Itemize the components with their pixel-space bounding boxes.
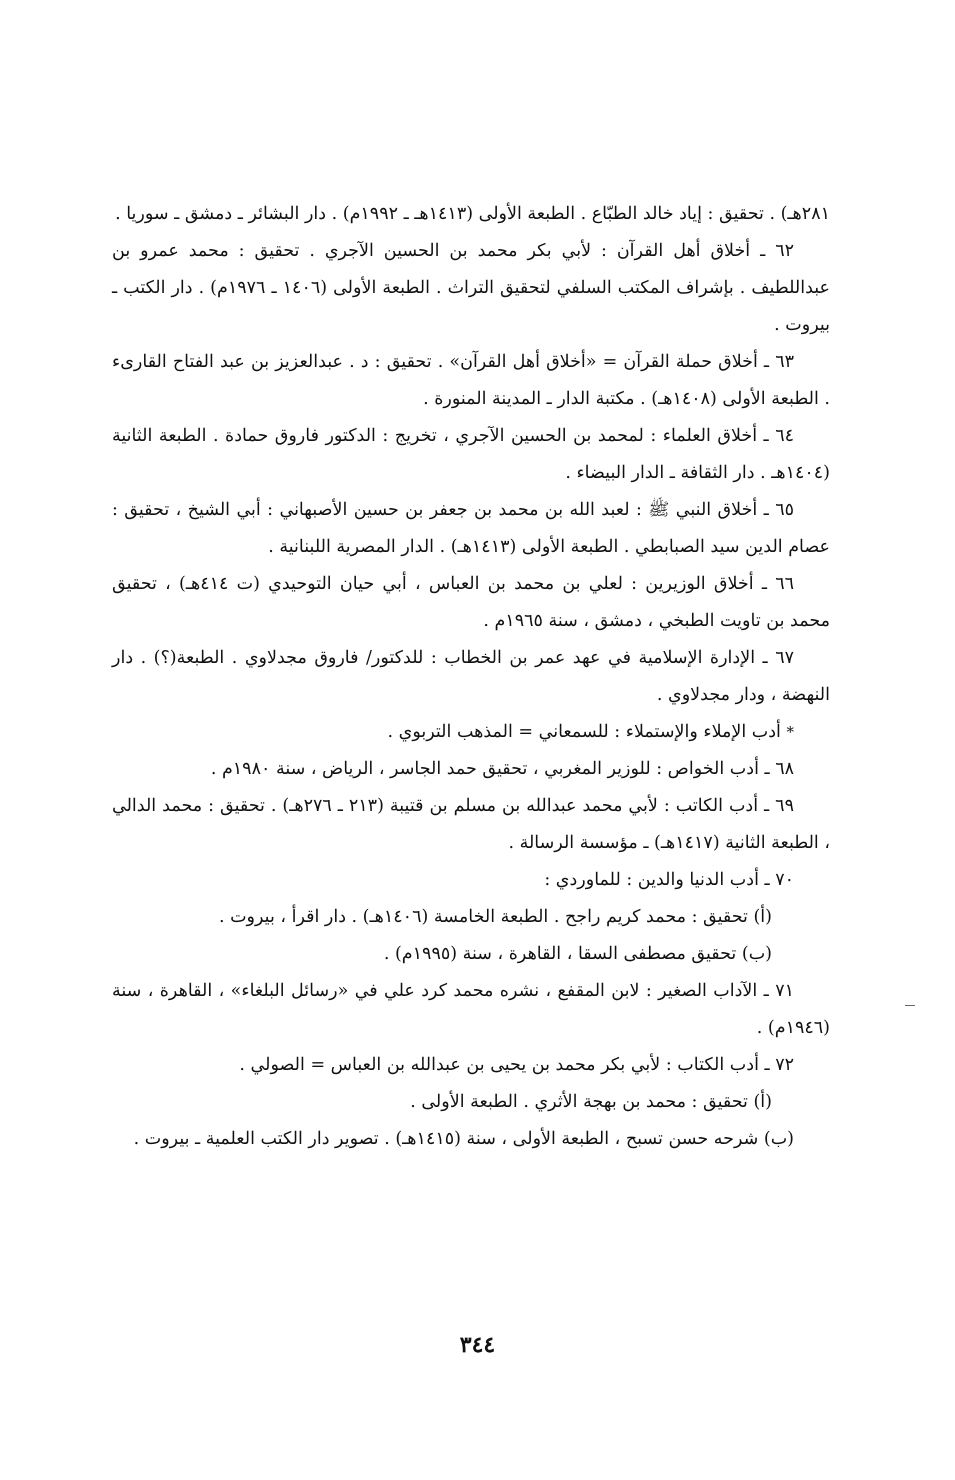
page-number: ٣٤٤	[459, 1332, 496, 1358]
asterisk-mark: *	[786, 723, 794, 741]
entry-68: ٦٨ ـ أدب الخواص : للوزير المغربي ، تحقيق حمد الجاسر ، الرياض ، سنة ١٩٨٠م .	[210, 759, 794, 779]
entry-63: ٦٣ ـ أخلاق حملة القرآن = «أخلاق أهل القرآن» . تحقيق : د . عبدالعزيز بن عبد الفتاح القارىء . الطبعة الأولى (١٤٠٨هـ) . مكتبة الدار ـ المدينة المنورة .	[112, 352, 830, 409]
entry-70-a: (أ) تحقيق : محمد كريم راجح . الطبعة الخامسة (١٤٠٦هـ) . دار اقرأ ، بيروت .	[218, 907, 772, 927]
entry-71: ٧١ ـ الآداب الصغير : لابن المقفع ، نشره محمد كرد علي في «رسائل البلغاء» ، القاهرة ، سنة (١٩٤٦م) .	[112, 981, 830, 1038]
entry-66: ٦٦ ـ أخلاق الوزيرين : لعلي بن محمد بن العباس ، أبي حيان التوحيدي (ت ٤١٤هـ) ، تحقيق محمد بن تاويت الطبخي ، دمشق ، سنة ١٩٦٥م .	[112, 574, 830, 631]
entry-64: ٦٤ ـ أخلاق العلماء : لمحمد بن الحسين الآجري ، تخريج : الدكتور فاروق حمادة . الطبعة الثانية (١٤٠٤هـ . دار الثقافة ـ الدار البيضاء .	[112, 426, 830, 483]
bibliography-text	[112, 196, 830, 1158]
entry-72: ٧٢ ـ أدب الكتاب : لأبي بكر محمد بن يحيى بن عبدالله بن العباس = الصولي .	[239, 1055, 794, 1075]
entry-62: ٦٢ ـ أخلاق أهل القرآن : لأبي بكر محمد بن الحسين الآجري . تحقيق : محمد عمرو بن عبداللطيف . بإشراف المكتب السلفي لتحقيق التراث . الطبعة الأولى (١٤٠٦ ـ ١٩٧٦م) . دار الكتب ـ بيروت .	[112, 241, 830, 335]
entry-67: ٦٧ ـ الإدارة الإسلامية في عهد عمر بن الخطاب : للدكتور/ فاروق مجدلاوي . الطبعة(؟) . دار النهضة ، ودار مجدلاوي .	[112, 648, 830, 705]
entry-70: ٧٠ ـ أدب الدنيا والدين : للماوردي :	[544, 870, 794, 890]
margin-tick-mark	[905, 1005, 915, 1006]
cross-reference-text: أدب الإملاء والإستملاء : للسمعاني = المذهب التربوي .	[387, 722, 781, 742]
entry-72-b: (ب) شرحه حسن تسبح ، الطبعة الأولى ، سنة (١٤١٥هـ) . تصوير دار الكتب العلمية ـ بيروت .	[133, 1129, 794, 1149]
entry-69: ٦٩ ـ أدب الكاتب : لأبي محمد عبدالله بن مسلم بن قتيبة (٢١٣ ـ ٢٧٦هـ) . تحقيق : محمد الدالي ، الطبعة الثانية (١٤١٧هـ) ـ مؤسسة الرسالة .	[112, 796, 830, 853]
entry-65: ٦٥ ـ أخلاق النبي ﷺ : لعبد الله بن محمد بن جعفر بن حسين الأصبهاني : أبي الشيخ ، تحقيق : عصام الدين سيد الصبابطي . الطبعة الأولى (١٤١٣هـ) . الدار المصرية اللبنانية .	[112, 500, 830, 557]
entry-72-a: (أ) تحقيق : محمد بن بهجة الأثري . الطبعة الأولى .	[410, 1092, 772, 1112]
entry-cross-reference	[112, 714, 830, 751]
entry-continuation: ٢٨١هـ) . تحقيق : إياد خالد الطبّاع . الطبعة الأولى (١٤١٣هـ ـ ١٩٩٢م) . دار البشائر ـ دمشق ـ سوريا .	[115, 204, 830, 224]
entry-70-b: (ب) تحقيق مصطفى السقا ، القاهرة ، سنة (١٩٩٥م) .	[383, 944, 772, 964]
